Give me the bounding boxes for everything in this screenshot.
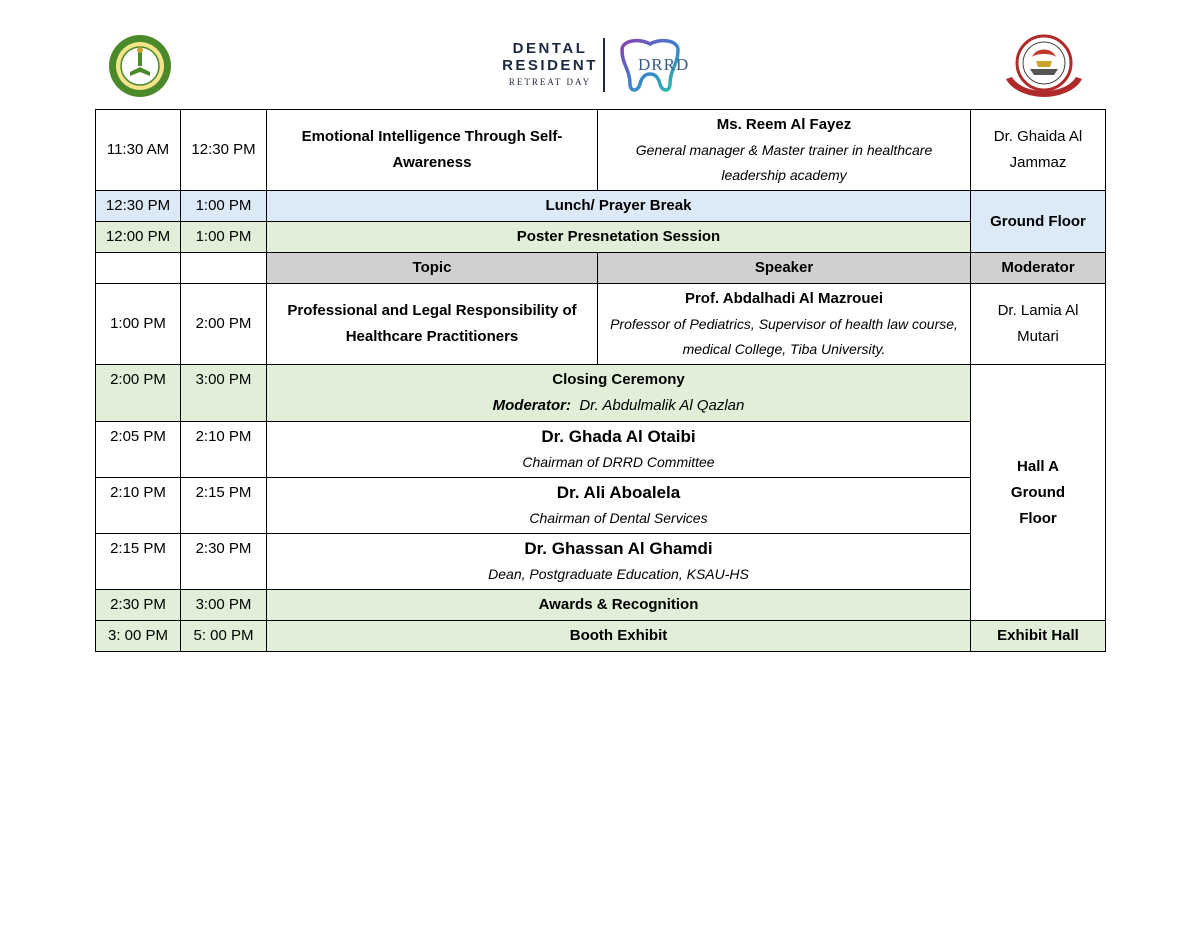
session-label: Booth Exhibit [267,621,971,652]
speaker-cell [267,422,971,478]
table-row [96,422,1106,478]
schedule-table [95,109,1106,652]
session-label: Closing Ceremony [552,371,685,388]
table-row [96,110,1106,191]
speaker-name: Prof. Abdalhadi Al Mazrouei [684,290,884,307]
session-topic: Emotional Intelligence Through Self-Awareness [267,110,598,191]
session-label: Poster Presnetation Session [267,222,971,253]
brand-line-3: RETREAT DAY [508,77,592,87]
brand-abbr: DRRD [638,55,690,74]
end-time: 2:10 PM [181,422,267,478]
speaker-cell [598,110,971,191]
end-time: 5: 00 PM [181,621,267,652]
empty-cell [181,253,267,284]
university-seal-logo [108,34,172,98]
start-time: 3: 00 PM [96,621,181,652]
end-time: 1:00 PM [181,191,267,222]
start-time: 12:00 PM [96,222,181,253]
table-row [96,478,1106,534]
table-row [96,590,1106,621]
end-time: 3:00 PM [181,590,267,621]
moderator-name: Dr. Lamia Al Mutari [971,284,1106,365]
table-row [96,621,1106,652]
speaker-name: Dr. Ghada Al Otaibi [541,427,696,446]
tooth-icon [610,36,714,99]
header-topic: Topic [267,253,598,284]
table-row [96,284,1106,365]
start-time: 2:10 PM [96,478,181,534]
speaker-cell [598,284,971,365]
speaker-title: Dean, Postgraduate Education, KSAU-HS [488,566,749,582]
header-speaker: Speaker [598,253,971,284]
table-row [96,534,1106,590]
speaker-cell [267,478,971,534]
moderator-name: Dr. Abdulmalik Al Qazlan [579,397,745,414]
start-time: 12:30 PM [96,191,181,222]
location-cell: Exhibit Hall [971,621,1106,652]
table-header-row [96,253,1106,284]
session-topic: Professional and Legal Responsibility of Healthcare Practitioners [267,284,598,365]
end-time: 2:00 PM [181,284,267,365]
end-time: 3:00 PM [181,365,267,422]
closing-ceremony-cell [267,365,971,422]
speaker-name: Dr. Ghassan Al Ghamdi [524,539,713,558]
national-guard-health-affairs-logo [1002,33,1086,99]
drrd-brand-logo [500,36,715,94]
speaker-title: Professor of Pediatrics, Supervisor of health law course, medical College, Tiba University. [610,316,958,357]
speaker-title: General manager & Master trainer in healthcare leadership academy [635,142,933,183]
end-time: 2:15 PM [181,478,267,534]
brand-line-2: RESIDENT [502,57,598,74]
start-time: 2:05 PM [96,422,181,478]
speaker-cell [267,534,971,590]
location-cell: Ground Floor [971,191,1106,253]
location-cell: Hall A Ground Floor [971,365,1106,621]
speaker-name: Ms. Reem Al Fayez [716,116,852,133]
session-label: Awards & Recognition [267,590,971,621]
speaker-title: Chairman of Dental Services [529,510,708,526]
brand-line-1: DENTAL [512,40,588,57]
moderator-name: Dr. Ghaida Al Jammaz [971,110,1106,191]
table-row [96,365,1106,422]
moderator-label: Moderator: [492,397,571,414]
empty-cell [96,253,181,284]
header-moderator: Moderator [971,253,1106,284]
end-time: 12:30 PM [181,110,267,191]
end-time: 1:00 PM [181,222,267,253]
brand-wordmark [500,40,600,87]
speaker-title: Chairman of DRRD Committee [522,454,715,470]
brand-divider [603,38,605,92]
start-time: 11:30 AM [96,110,181,191]
session-label: Lunch/ Prayer Break [267,191,971,222]
start-time: 2:30 PM [96,590,181,621]
speaker-name: Dr. Ali Aboalela [556,483,681,502]
table-row [96,191,1106,222]
start-time: 2:00 PM [96,365,181,422]
start-time: 2:15 PM [96,534,181,590]
start-time: 1:00 PM [96,284,181,365]
end-time: 2:30 PM [181,534,267,590]
table-row [96,222,1106,253]
